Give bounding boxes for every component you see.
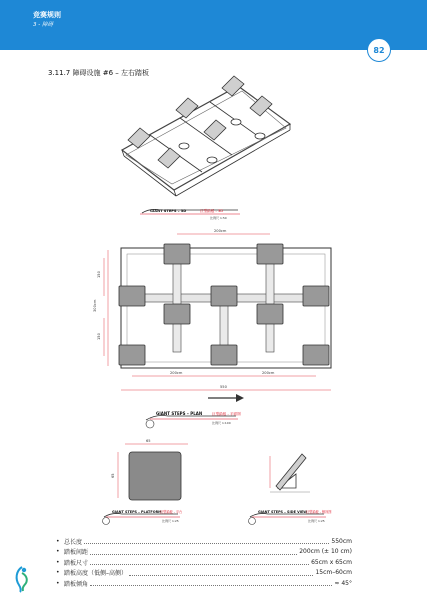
plan-dim-bottom-right: 200cm (262, 371, 275, 375)
platform-dim-top: 65 (146, 439, 151, 443)
section-title: 3.11.7 障碍设施 #6 – 左右踏板 (48, 69, 149, 77)
spec-item-step-spacing (56, 547, 352, 558)
plan-dim-top: 200cm (214, 229, 227, 233)
caption-side-view-text: GIANT STEPS – SIDE VIEW (258, 510, 308, 514)
plan-dim-total: 550 (220, 385, 227, 389)
leader-dots (129, 570, 313, 576)
platform-dim-side: 65 (111, 473, 115, 478)
spec-item-total-length (56, 536, 352, 547)
spec-label: 踏板倾角 (64, 580, 89, 588)
bullet-icon: • (56, 537, 60, 545)
spec-item-step-angle (56, 578, 352, 589)
plan-dim-bottom-left: 200cm (170, 371, 183, 375)
leader-dots (90, 580, 332, 586)
bullet-icon: • (56, 579, 60, 587)
page-number-badge: 82 (367, 38, 391, 62)
giant-steps-plan-drawing (93, 229, 331, 402)
caption-platform-cn: 巨型踏板 - 平台 (160, 510, 183, 514)
caption-side-view-scale: 比例尺 1:25 (308, 519, 325, 523)
giant-steps-platform-drawing (111, 439, 188, 500)
giant-steps-3d-drawing (122, 76, 290, 196)
federation-logo-icon (10, 565, 34, 593)
spec-label: 踏板尺寸 (64, 559, 89, 567)
spec-label: 踏板高度（低侧–高侧） (64, 570, 128, 578)
plan-dim-left-mid: 300cm (93, 299, 97, 312)
caption-3d (140, 208, 240, 220)
direction-arrow-icon (208, 394, 244, 402)
spec-item-step-height (56, 568, 352, 579)
plan-dim-left-top: 150 (97, 271, 101, 278)
spec-value: 200cm (± 10 cm) (299, 548, 352, 556)
giant-steps-side-view-drawing (270, 454, 310, 492)
caption-side-view-cn: 巨型踏板 - 侧视图 (306, 510, 332, 514)
spec-value: 550cm (331, 537, 352, 545)
spec-value: ≈ 45° (334, 579, 352, 587)
spec-item-step-size (56, 557, 352, 568)
caption-plan-scale: 比例尺 1:100 (212, 421, 231, 425)
header-subtitle: 3 - 障碍 (33, 22, 53, 28)
caption-platform (103, 509, 184, 525)
spec-label: 总长度 (64, 538, 83, 546)
caption-3d-text: GIANT STEPS – 3D (150, 209, 187, 213)
spec-label: 踏板间距 (64, 549, 89, 557)
leader-dots (90, 559, 309, 565)
spec-list (56, 536, 352, 589)
caption-3d-cn: 巨型踏板 - 3D (200, 209, 224, 213)
bullet-icon: • (56, 569, 60, 577)
spec-value: 15cm–60cm (315, 569, 352, 577)
spec-value: 65cm x 65cm (311, 558, 352, 566)
bullet-icon: • (56, 548, 60, 556)
caption-plan (146, 411, 241, 428)
leader-dots (90, 549, 297, 555)
plan-dim-left-bottom: 150 (97, 333, 101, 340)
caption-side-view (249, 509, 332, 525)
caption-plan-cn: 巨型踏板 - 平面图 (212, 412, 241, 416)
header-title: 竞赛规则 (33, 11, 61, 19)
leader-dots (84, 538, 329, 544)
caption-3d-scale: 比例尺 1:50 (210, 216, 227, 220)
caption-platform-scale: 比例尺 1:25 (162, 519, 179, 523)
bullet-icon: • (56, 558, 60, 566)
caption-plan-text: GIANT STEPS – PLAN (156, 411, 203, 416)
caption-platform-text: GIANT STEPS – PLATFORM (112, 510, 162, 514)
